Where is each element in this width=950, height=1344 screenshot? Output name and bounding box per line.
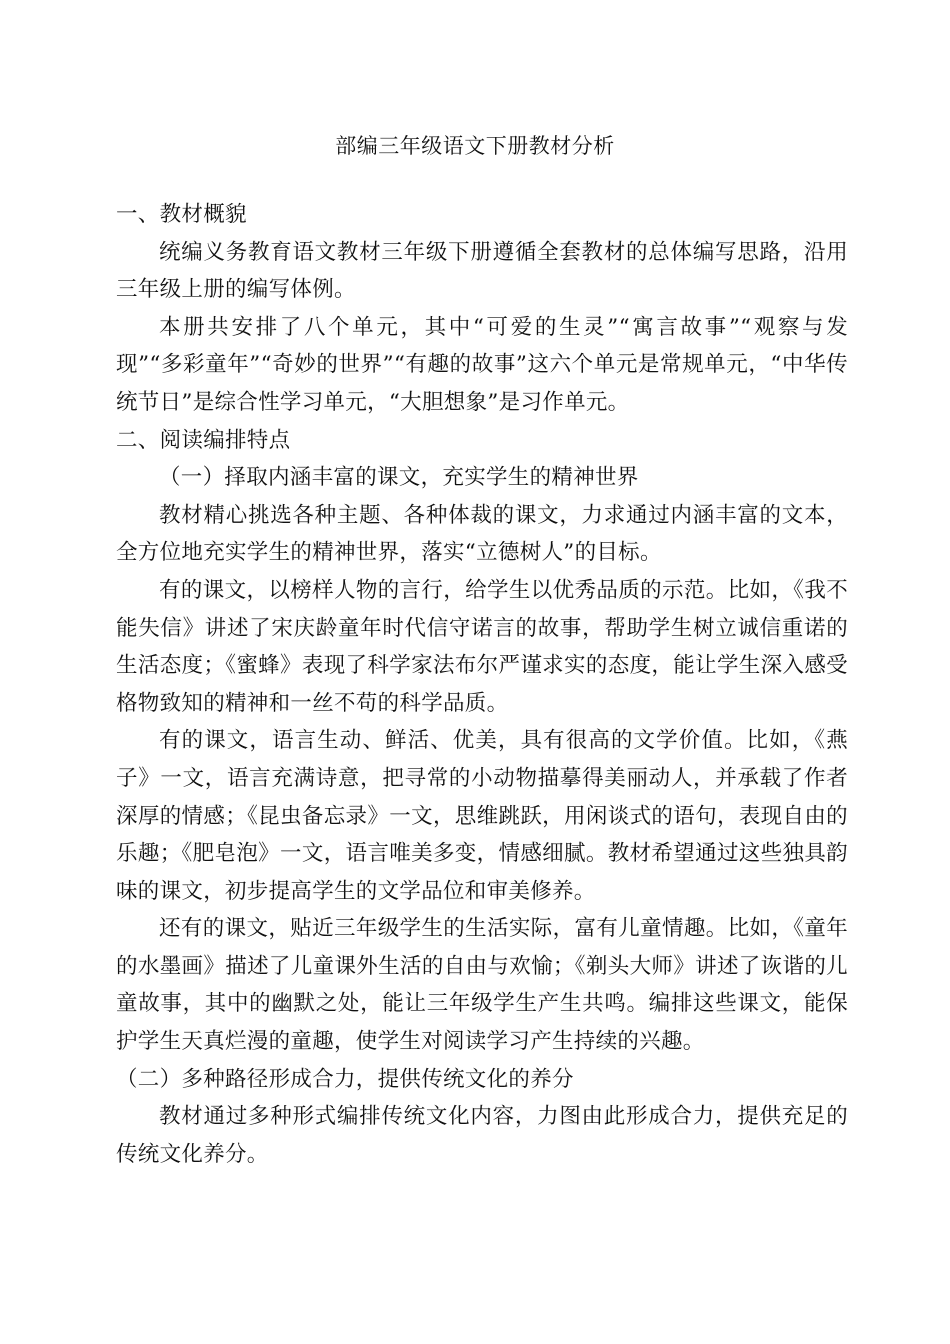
- paragraph-reading-1: 教材精心挑选各种主题、各种体裁的课文，力求通过内涵丰富的文本，全方位地充实学生的精神世界，落实“立德树人”的目标。: [116, 502, 848, 566]
- subsection-heading-1: （一）择取内涵丰富的课文，充实学生的精神世界: [159, 465, 639, 491]
- section-heading-overview: 一、教材概貌: [116, 202, 247, 227]
- document-title: 部编三年级语文下册教材分析: [335, 134, 615, 158]
- paragraph-reading-4: 还有的课文，贴近三年级学生的生活实际，富有儿童情趣。比如，《童年的水墨画》描述了儿童课外生活的自由与欢愉；《剃头大师》讲述了诙谐的儿童故事，其中的幽默之处，能让三年级学生产生共鸣。编排这些课文，能保护学生天真烂漫的童趣，使学生对阅读学习产生持续的兴趣。: [116, 916, 848, 1055]
- paragraph-reading-3: 有的课文，语言生动、鲜活、优美，具有很高的文学价值。比如，《燕子》一文，语言充满诗意，把寻常的小动物描摹得美丽动人，并承载了作者深厚的情感；《昆虫备忘录》一文，思维跳跃，用闲谈式的语句，表现自由的乐趣；《肥皂泡》一文，语言唯美多变，情感细腻。教材希望通过这些独具韵味的课文，初步提高学生的文学品位和审美修养。: [116, 728, 848, 904]
- document-body: [116, 196, 848, 1173]
- paragraph-overview-2: 本册共安排了八个单元，其中“可爱的生灵”“寓言故事”“观察与发现”“多彩童年”“奇妙的世界”“有趣的故事”这六个单元是常规单元，“中华传统节日”是综合性学习单元，“大胆想象”是习作单元。: [116, 314, 848, 415]
- subsection-heading-2: （二）多种路径形成合力，提供传统文化的养分: [116, 1066, 574, 1092]
- paragraph-reading-2: 有的课文，以榜样人物的言行，给学生以优秀品质的示范。比如，《我不能失信》讲述了宋庆龄童年时代信守诺言的故事，帮助学生树立诚信重诺的生活态度；《蜜蜂》表现了科学家法布尔严谨求实的态度，能让学生深入感受格物致知的精神和一丝不苟的科学品质。: [116, 577, 848, 716]
- paragraph-overview-1: 统编义务教育语文教材三年级下册遵循全套教材的总体编写思路，沿用三年级上册的编写体例。: [116, 239, 848, 303]
- paragraph-tradition-1: 教材通过多种形式编排传统文化内容，力图由此形成合力，提供充足的传统文化养分。: [116, 1104, 848, 1167]
- section-heading-reading: 二、阅读编排特点: [116, 427, 291, 453]
